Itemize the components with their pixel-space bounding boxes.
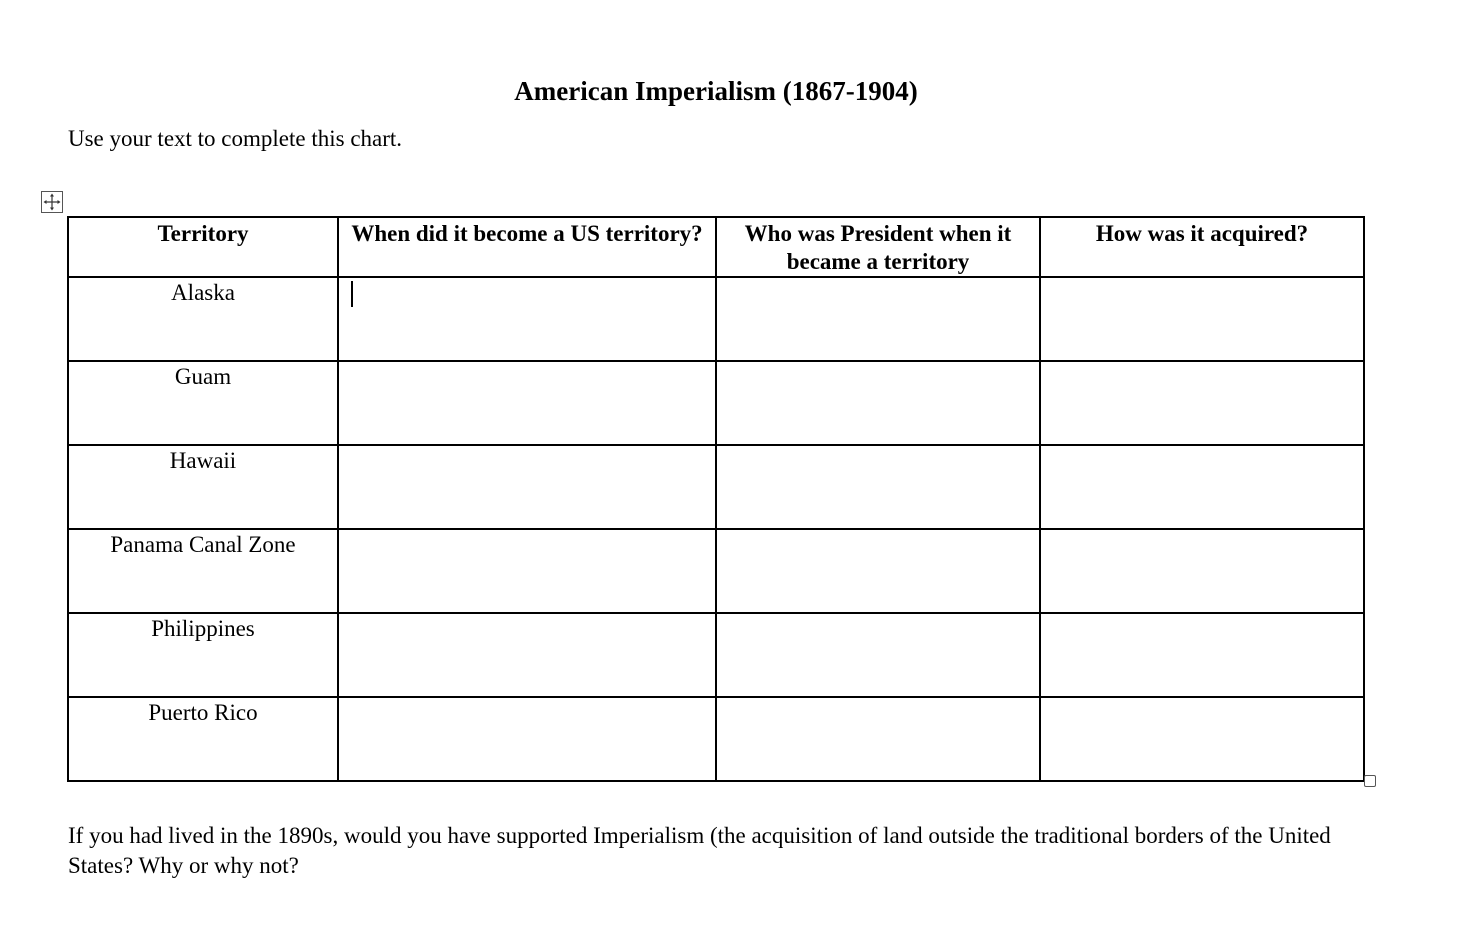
method-cell[interactable] [1040,529,1364,613]
imperialism-chart-table [67,216,1365,782]
table-row [68,445,1364,529]
header-how-acquired: How was it acquired? [1040,217,1364,277]
year-cell[interactable] [338,361,716,445]
president-cell[interactable] [716,277,1040,361]
method-cell[interactable] [1040,361,1364,445]
table-resize-icon[interactable] [1364,775,1376,787]
header-president: Who was President when it became a territory [716,217,1040,277]
method-cell[interactable] [1040,697,1364,781]
year-cell[interactable] [338,529,716,613]
year-cell[interactable] [338,445,716,529]
reflection-question: If you had lived in the 1890s, would you have supported Imperialism (the acquisition of land outside the traditional borders of the United States? Why or why not? [68,823,1331,878]
header-when: When did it become a US territory? [338,217,716,277]
president-cell[interactable] [716,529,1040,613]
method-cell[interactable] [1040,277,1364,361]
instructions-text: Use your text to complete this chart. [68,126,403,151]
territory-cell: Alaska [68,277,338,361]
table-header-row [68,217,1364,277]
table-row [68,529,1364,613]
method-cell[interactable] [1040,445,1364,529]
territory-cell: Panama Canal Zone [68,529,338,613]
year-cell[interactable] [338,277,716,361]
territory-cell: Puerto Rico [68,697,338,781]
table-row [68,697,1364,781]
table-move-icon[interactable] [41,191,63,213]
president-cell[interactable] [716,697,1040,781]
text-cursor [351,281,353,307]
method-cell[interactable] [1040,613,1364,697]
territory-cell: Guam [68,361,338,445]
table-row [68,361,1364,445]
document-title: American Imperialism (1867-1904) [514,76,918,106]
table-row [68,277,1364,361]
territory-cell: Philippines [68,613,338,697]
president-cell[interactable] [716,613,1040,697]
year-cell[interactable] [338,613,716,697]
year-cell[interactable] [338,697,716,781]
territory-cell: Hawaii [68,445,338,529]
table-row [68,613,1364,697]
president-cell[interactable] [716,445,1040,529]
president-cell[interactable] [716,361,1040,445]
header-territory: Territory [68,217,338,277]
